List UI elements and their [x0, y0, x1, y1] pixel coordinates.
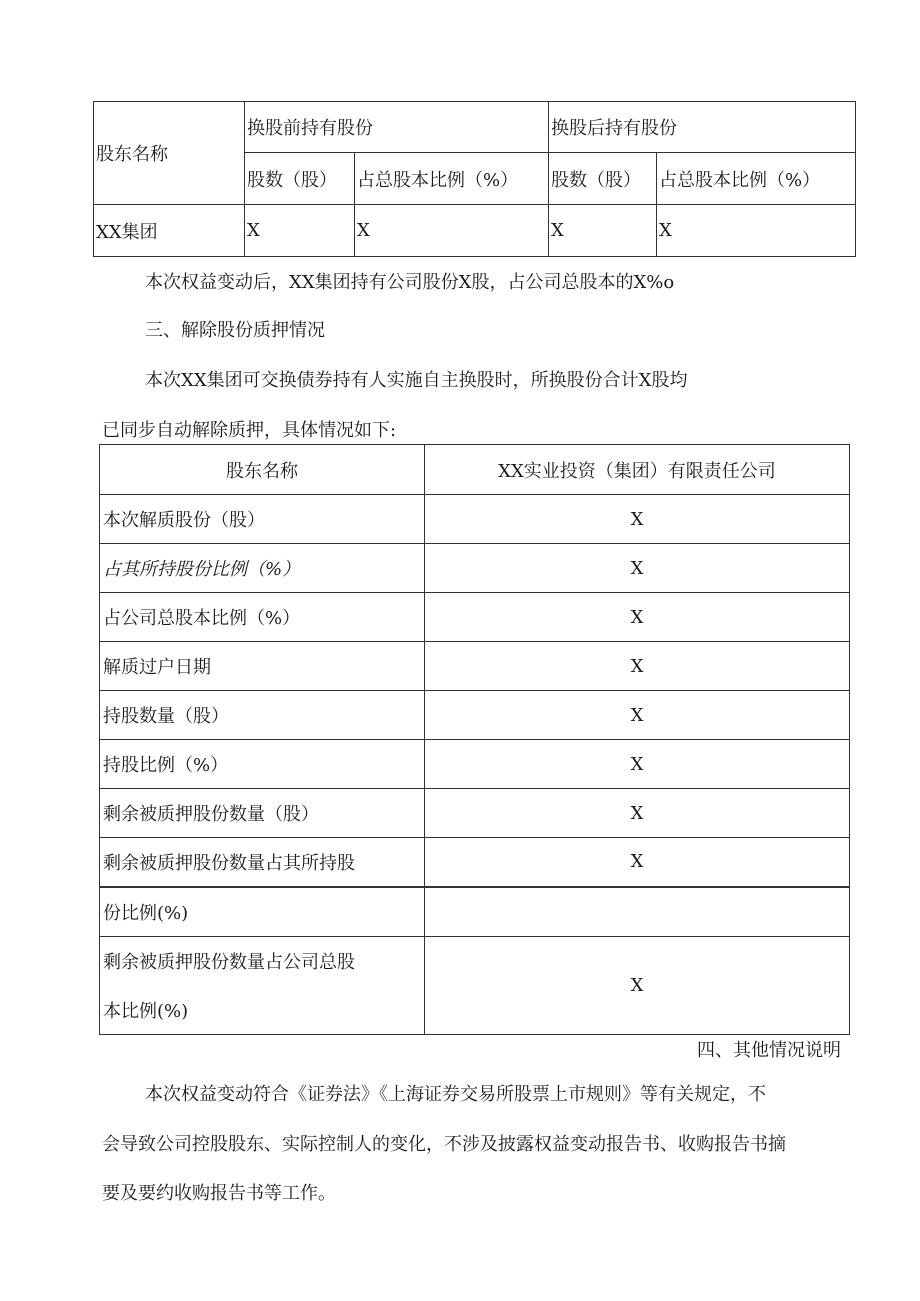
shareholder-name-header: 股东名称	[100, 445, 425, 495]
equity-change-paragraph: 本次权益变动后，XX集团持有公司股份X股，占公司总股本的X%o	[145, 272, 675, 293]
shareholder-name-cell: XX集团	[94, 205, 245, 257]
table-row	[100, 642, 850, 691]
before-ratio-header: 占总股本比例（%）	[355, 153, 549, 205]
table-row	[100, 789, 850, 838]
company-name-header: XX实业投资（集团）有限责任公司	[425, 445, 850, 495]
row-label: 解质过户日期	[100, 642, 425, 691]
compliance-paragraph-line1: 本次权益变动符合《证券法》《上海证券交易所股票上市规则》等有关规定，不	[145, 1084, 766, 1105]
after-ratio-cell: X	[657, 205, 856, 257]
table-row	[100, 593, 850, 642]
row-value: X	[425, 740, 850, 789]
before-exchange-header: 换股前持有股份	[245, 102, 549, 153]
table-row	[100, 838, 850, 887]
table-row	[100, 887, 850, 937]
before-shares-header: 股数（股）	[245, 153, 355, 205]
after-shares-cell: X	[549, 205, 657, 257]
section-three-heading: 三、解除股份质押情况	[145, 320, 325, 341]
before-shares-cell: X	[245, 205, 355, 257]
row-label: 本次解质股份（股）	[100, 495, 425, 544]
before-ratio-cell: X	[355, 205, 549, 257]
after-shares-header: 股数（股）	[549, 153, 657, 205]
release-paragraph-line2: 已同步自动解除质押，具体情况如下:	[102, 420, 397, 441]
row-label: 占其所持股份比例（%）	[100, 544, 425, 593]
row-label: 本比例(%)	[100, 986, 425, 1035]
pledge-release-table	[99, 444, 850, 1035]
row-label: 占公司总股本比例（%）	[100, 593, 425, 642]
after-exchange-header: 换股后持有股份	[549, 102, 856, 153]
row-label: 剩余被质押股份数量占公司总股	[100, 937, 425, 986]
row-value: X	[425, 691, 850, 740]
row-value: X	[425, 593, 850, 642]
table-row	[100, 937, 850, 986]
after-ratio-header: 占总股本比例（%）	[657, 153, 856, 205]
row-value: X	[425, 937, 850, 1035]
row-value: X	[425, 642, 850, 691]
row-value: X	[425, 544, 850, 593]
compliance-paragraph-line3: 要及要约收购报告书等工作。	[102, 1183, 336, 1204]
section-four-heading: 四、其他情况说明	[697, 1040, 841, 1061]
shareholder-name-header: 股东名称	[94, 102, 245, 205]
row-label: 剩余被质押股份数量（股）	[100, 789, 425, 838]
table-row	[100, 544, 850, 593]
compliance-paragraph-line2: 会导致公司控股股东、实际控制人的变化，不涉及披露权益变动报告书、收购报告书摘	[102, 1134, 786, 1155]
row-label: 持股数量（股）	[100, 691, 425, 740]
row-value: X	[425, 789, 850, 838]
row-value	[425, 887, 850, 937]
table-row	[100, 691, 850, 740]
table-row	[100, 740, 850, 789]
row-label: 份比例(%)	[100, 887, 425, 937]
table-row	[94, 205, 856, 257]
table-row	[100, 495, 850, 544]
row-label: 剩余被质押股份数量占其所持股	[100, 838, 425, 887]
row-value: X	[425, 495, 850, 544]
row-value: X	[425, 838, 850, 887]
row-label: 持股比例（%）	[100, 740, 425, 789]
release-paragraph-line1: 本次XX集团可交换债券持有人实施自主换股时，所换股份合计X股均	[145, 370, 688, 391]
share-change-table	[93, 101, 856, 257]
